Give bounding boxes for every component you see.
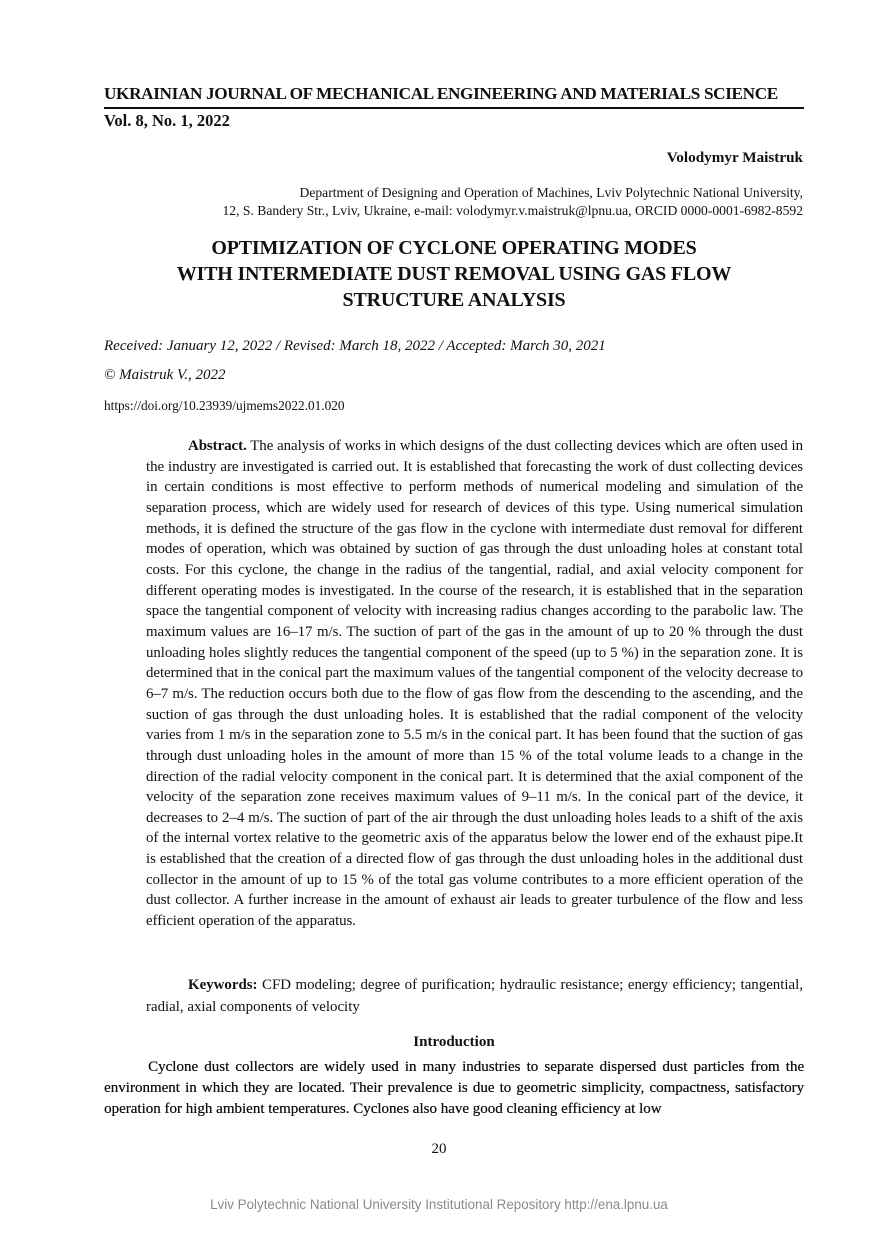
affiliation-line-2: 12, S. Bandery Str., Lviv, Ukraine, e-mail: volodymyr.v.maistruk@lpnu.ua, ORCID 0000-0001-6982-8592 (222, 202, 803, 218)
doi-link[interactable]: https://doi.org/10.23939/ujmems2022.01.020 (104, 398, 345, 413)
section-heading-introduction: Introduction (413, 1034, 495, 1050)
abstract-label: Abstract. (188, 438, 247, 454)
keywords-text: CFD modeling; degree of purification; hydraulic resistance; energy efficiency; tangential, radial, axial components of velocity (146, 977, 803, 1015)
title-line-3: STRUCTURE ANALYSIS (342, 289, 566, 312)
abstract-text: The analysis of works in which designs of the dust collecting devices which are often used in the industry are investigated is carried out. It is established that forecasting the work of dust collecting devices in certain conditions is most effective to perform methods of numerical modeling and simulation of the separation process, which are widely used for research of devices of this type. Using numerical simulation methods, it is defined the structure of the gas flow in the cyclone with intermediate dust removal for different modes of operation, which was obtained by suction of gas through the dust unloading holes at constant total costs. For this cyclone, the change in the radius of the tangential, radial, and axial velocity component for different operating modes is investigated. In the course of the research, it is established that in the separation space the tangential component of velocity with increasing radius changes according to the parabolic law. The maximum values are 16–17 m/s. The suction of part of the gas in the amount of up to 20 % through the dust unloading holes slightly reduces the tangential component of the speed (up to 5 %) in the separation zone. It is determined that in the conical part the maximum values of the tangential component of the velocity decrease to 6–7 m/s. The reduction occurs both due to the flow of gas flow from the descending to the ascending, and the suction of gas through the dust unloading holes. It is established that the radial component of the velocity varies from 1 m/s in the separation zone to 5.5 m/s in the conical part. It has been found that the suction of gas through dust unloading holes in the amount of more than 15 % of the total volume leads to a change in the direction of the radial velocity component in the conical part. It is determined that the axial component of the velocity of the separation zone receives maximum values of 9–11 m/s. In the conical part of the device, it decreases to 2–4 m/s. The suction of part of the air through the dust unloading holes leads to a shift of the axis of the internal vortex relative to the geometric axis of the apparatus below the lower end of the exhaust pipe.It is established that the creation of a directed flow of gas through the dust unloading holes in the additional dust collector in the amount of up to 15 % of the total gas volume contributes to a more efficient operation of the dust collector. A further increase in the amount of exhaust air leads to greater turbulence of the flow and less efficient operation of the apparatus. (146, 438, 803, 930)
title-line-1: OPTIMIZATION OF CYCLONE OPERATING MODES (211, 237, 697, 259)
journal-title: UKRAINIAN JOURNAL OF MECHANICAL ENGINEERING AND MATERIALS SCIENCE (104, 84, 778, 103)
affiliation-line-1: Department of Designing and Operation of Machines, Lviv Polytechnic National University, (299, 185, 803, 200)
repository-footer: Lviv Polytechnic National University Institutional Repository http://ena.lpnu.ua (210, 1197, 668, 1212)
title-line-2: WITH INTERMEDIATE DUST REMOVAL USING GAS FLOW (176, 263, 732, 286)
keywords (146, 975, 803, 1018)
author-affiliation (143, 184, 803, 219)
paper-title (104, 235, 804, 314)
introduction-text: Cyclone dust collectors are widely used in many industries to separate dispersed dust particles from the environment in which they are located. Their prevalence is due to geometric simplicity, compactness, satisfactory operation for high ambient temperatures. Cyclones also have good cleaning efficiency at low (104, 1059, 804, 1117)
page-number: 20 (431, 1141, 447, 1157)
author-name: Volodymyr Maistruk (666, 149, 803, 166)
copyright-notice: © Maistruk V., 2022 (104, 367, 226, 383)
volume-info: Vol. 8, No. 1, 2022 (104, 111, 230, 130)
keywords-label: Keywords: (188, 977, 258, 993)
abstract (146, 436, 803, 932)
publication-dates: Received: January 12, 2022 / Revised: March 18, 2022 / Accepted: March 30, 2021 (104, 338, 606, 354)
introduction-paragraph (104, 1057, 804, 1120)
header-rule (104, 107, 804, 109)
